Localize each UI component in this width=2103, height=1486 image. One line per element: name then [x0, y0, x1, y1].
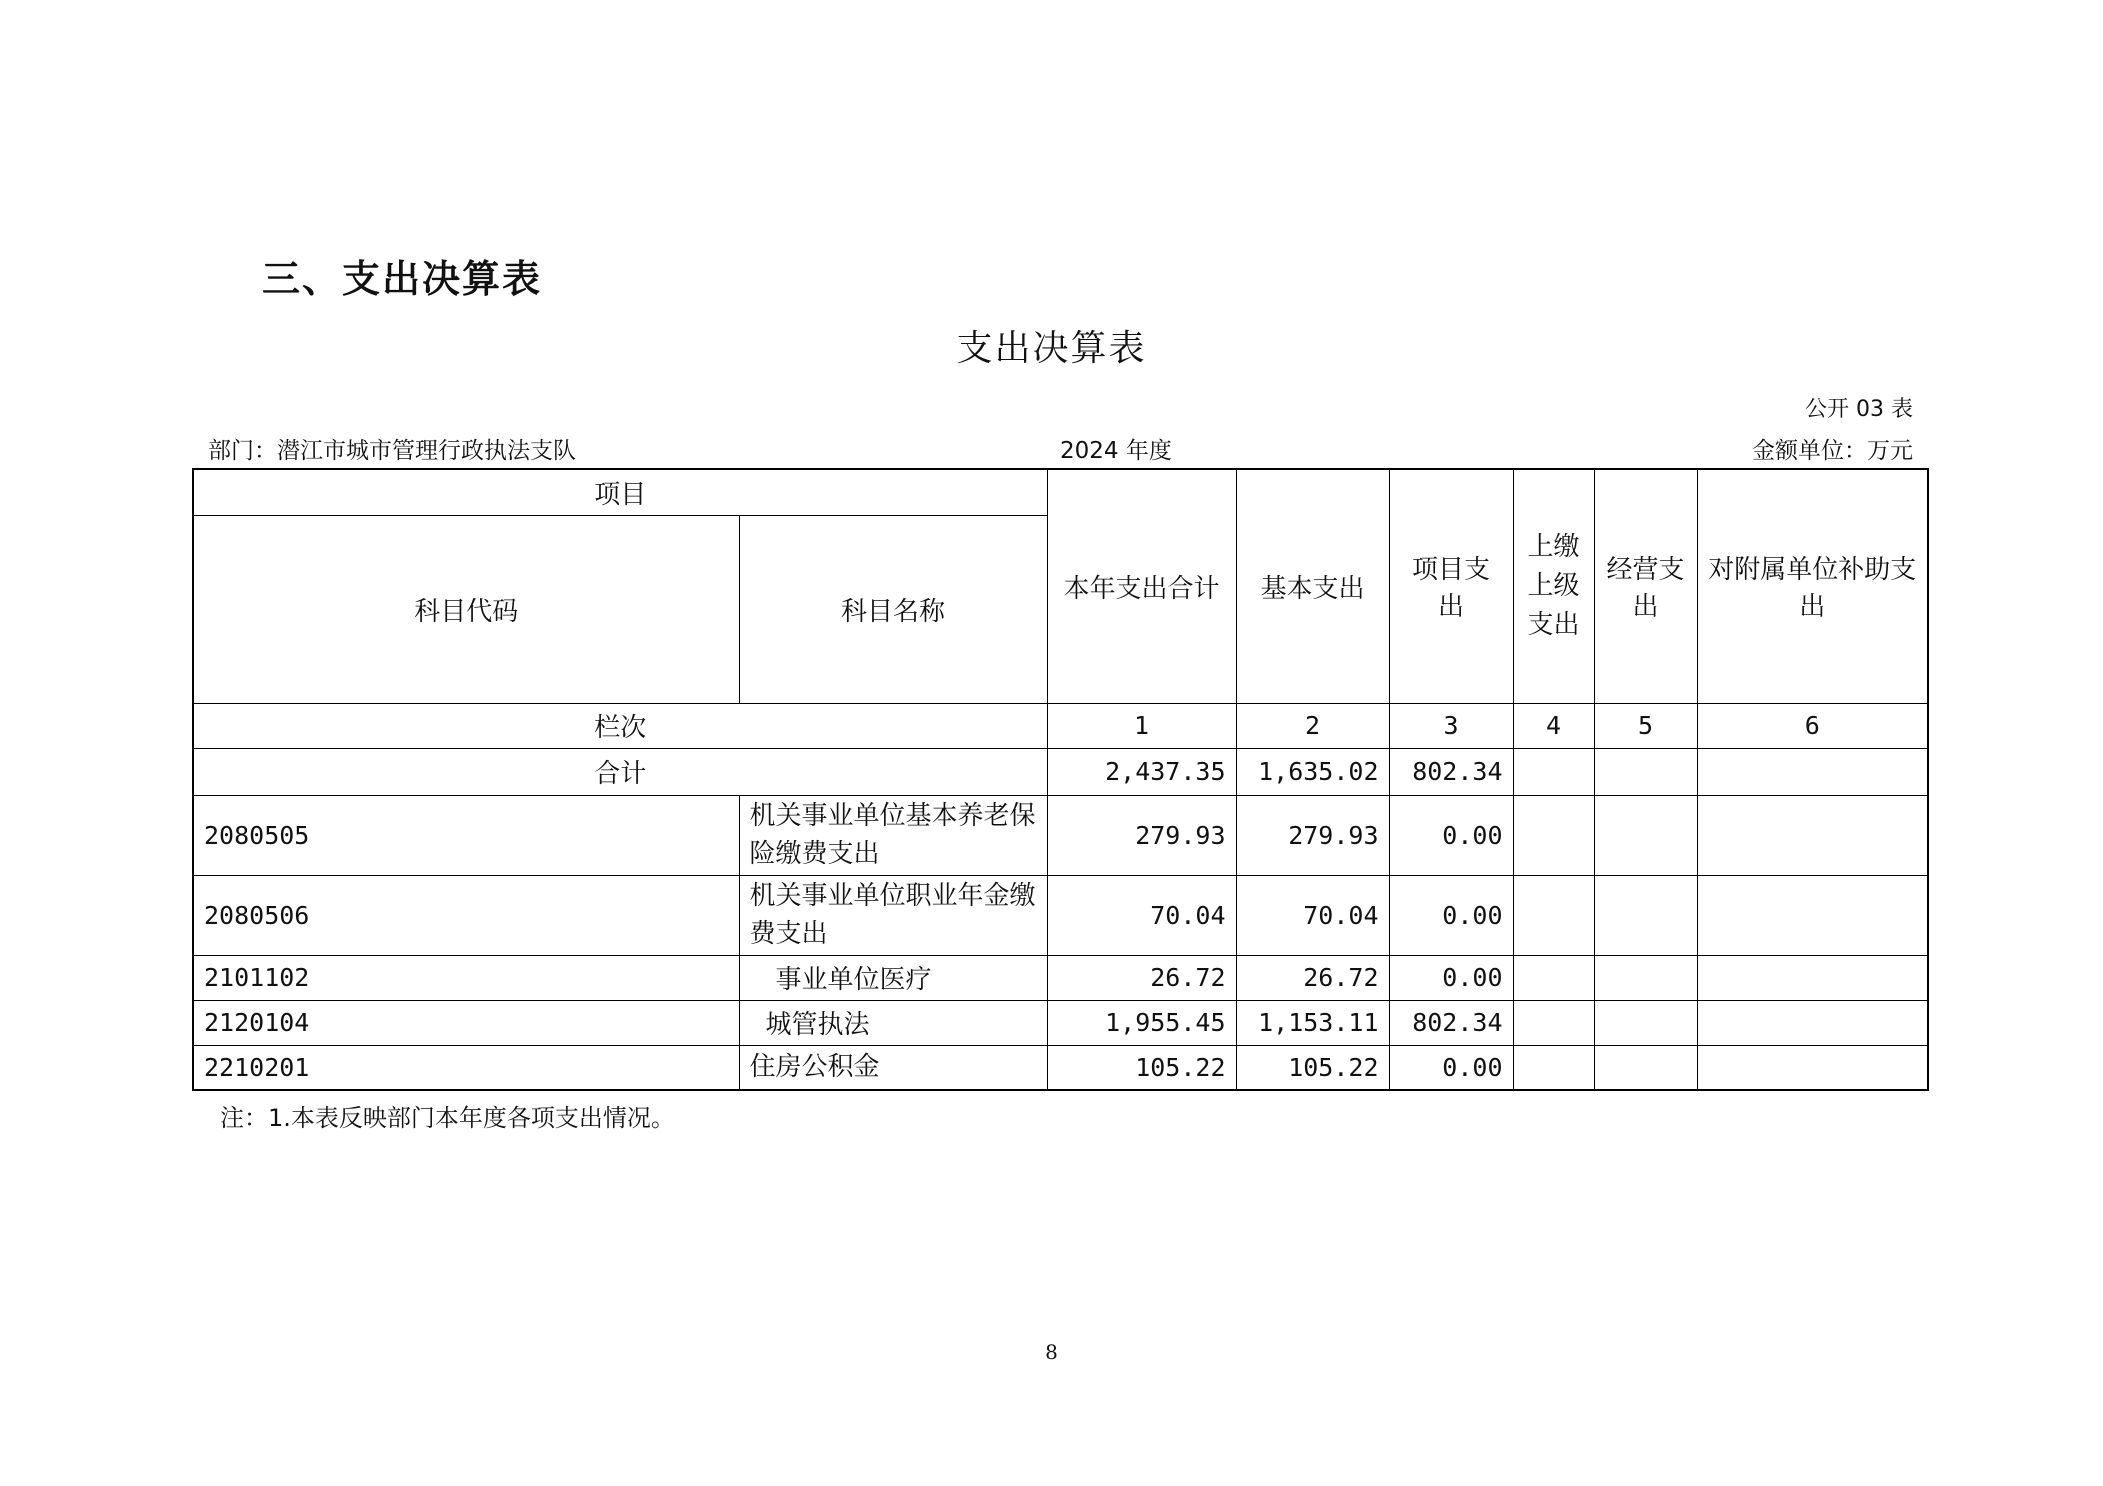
subsidy-value [1697, 875, 1928, 955]
basic-value: 70.04 [1236, 875, 1389, 955]
header-code: 科目代码 [193, 515, 739, 703]
basic-value: 105.22 [1236, 1045, 1389, 1090]
header-name: 科目名称 [739, 515, 1047, 703]
table-note: 注：1.本表反映部门本年度各项支出情况。 [220, 1104, 675, 1132]
project-value: 0.00 [1389, 795, 1513, 875]
column-number-row [193, 703, 1928, 748]
upper-value [1513, 1000, 1594, 1045]
total-value: 279.93 [1047, 795, 1236, 875]
meta-row [208, 432, 1913, 462]
section-title: 三、支出决算表 [262, 257, 543, 301]
subsidy-value [1697, 1045, 1928, 1090]
basic-value: 1,635.02 [1236, 748, 1389, 795]
total-row [193, 748, 1928, 795]
table-row [193, 1000, 1928, 1045]
column-number: 2 [1236, 703, 1389, 748]
business-value [1594, 955, 1697, 1000]
column-number: 6 [1697, 703, 1928, 748]
expenditure-table [192, 468, 1929, 1091]
total-value: 26.72 [1047, 955, 1236, 1000]
total-value: 2,437.35 [1047, 748, 1236, 795]
header-total: 本年支出合计 [1047, 469, 1236, 703]
project-value: 0.00 [1389, 1045, 1513, 1090]
header-basic: 基本支出 [1236, 469, 1389, 703]
subject-code: 2080506 [193, 875, 739, 955]
basic-value: 279.93 [1236, 795, 1389, 875]
header-row-1 [193, 469, 1928, 515]
column-number: 4 [1513, 703, 1594, 748]
project-value: 802.34 [1389, 1000, 1513, 1045]
business-value [1594, 748, 1697, 795]
table-title: 支出决算表 [956, 328, 1147, 369]
project-value: 0.00 [1389, 955, 1513, 1000]
form-number: 公开 03 表 [1805, 397, 1913, 422]
subsidy-value [1697, 795, 1928, 875]
subject-code: 2080505 [193, 795, 739, 875]
business-value [1594, 1045, 1697, 1090]
basic-value: 26.72 [1236, 955, 1389, 1000]
project-value: 802.34 [1389, 748, 1513, 795]
subject-code: 2101102 [193, 955, 739, 1000]
department-label: 部门：潜江市城市管理行政执法支队 [208, 438, 576, 464]
header-business: 经营支出 [1594, 469, 1697, 703]
header-item: 项目 [193, 469, 1047, 515]
subject-name: 事业单位医疗 [739, 955, 1047, 1000]
basic-value: 1,153.11 [1236, 1000, 1389, 1045]
upper-value [1513, 1045, 1594, 1090]
subject-name: 机关事业单位基本养老保险缴费支出 [739, 795, 1047, 875]
subject-name: 住房公积金 [739, 1045, 1047, 1090]
year-label: 2024 年度 [1060, 438, 1172, 464]
subject-name: 城管执法 [739, 1000, 1047, 1045]
subject-code: 2120104 [193, 1000, 739, 1045]
project-value: 0.00 [1389, 875, 1513, 955]
column-number: 3 [1389, 703, 1513, 748]
upper-value [1513, 955, 1594, 1000]
unit-label: 金额单位：万元 [1752, 438, 1913, 464]
upper-value [1513, 875, 1594, 955]
table-row [193, 875, 1928, 955]
page-number: 8 [1045, 1340, 1058, 1364]
total-value: 70.04 [1047, 875, 1236, 955]
upper-value [1513, 795, 1594, 875]
business-value [1594, 795, 1697, 875]
table-row [193, 795, 1928, 875]
header-project: 项目支出 [1389, 469, 1513, 703]
subject-code: 2210201 [193, 1045, 739, 1090]
upper-value [1513, 748, 1594, 795]
header-subsidy: 对附属单位补助支出 [1697, 469, 1928, 703]
total-label: 合计 [193, 748, 1047, 795]
header-upper: 上缴上级支出 [1513, 469, 1594, 703]
column-number: 1 [1047, 703, 1236, 748]
subsidy-value [1697, 1000, 1928, 1045]
subsidy-value [1697, 955, 1928, 1000]
table-row [193, 955, 1928, 1000]
subsidy-value [1697, 748, 1928, 795]
total-value: 105.22 [1047, 1045, 1236, 1090]
business-value [1594, 875, 1697, 955]
business-value [1594, 1000, 1697, 1045]
table-row [193, 1045, 1928, 1090]
column-number: 5 [1594, 703, 1697, 748]
column-label: 栏次 [193, 703, 1047, 748]
total-value: 1,955.45 [1047, 1000, 1236, 1045]
subject-name: 机关事业单位职业年金缴费支出 [739, 875, 1047, 955]
